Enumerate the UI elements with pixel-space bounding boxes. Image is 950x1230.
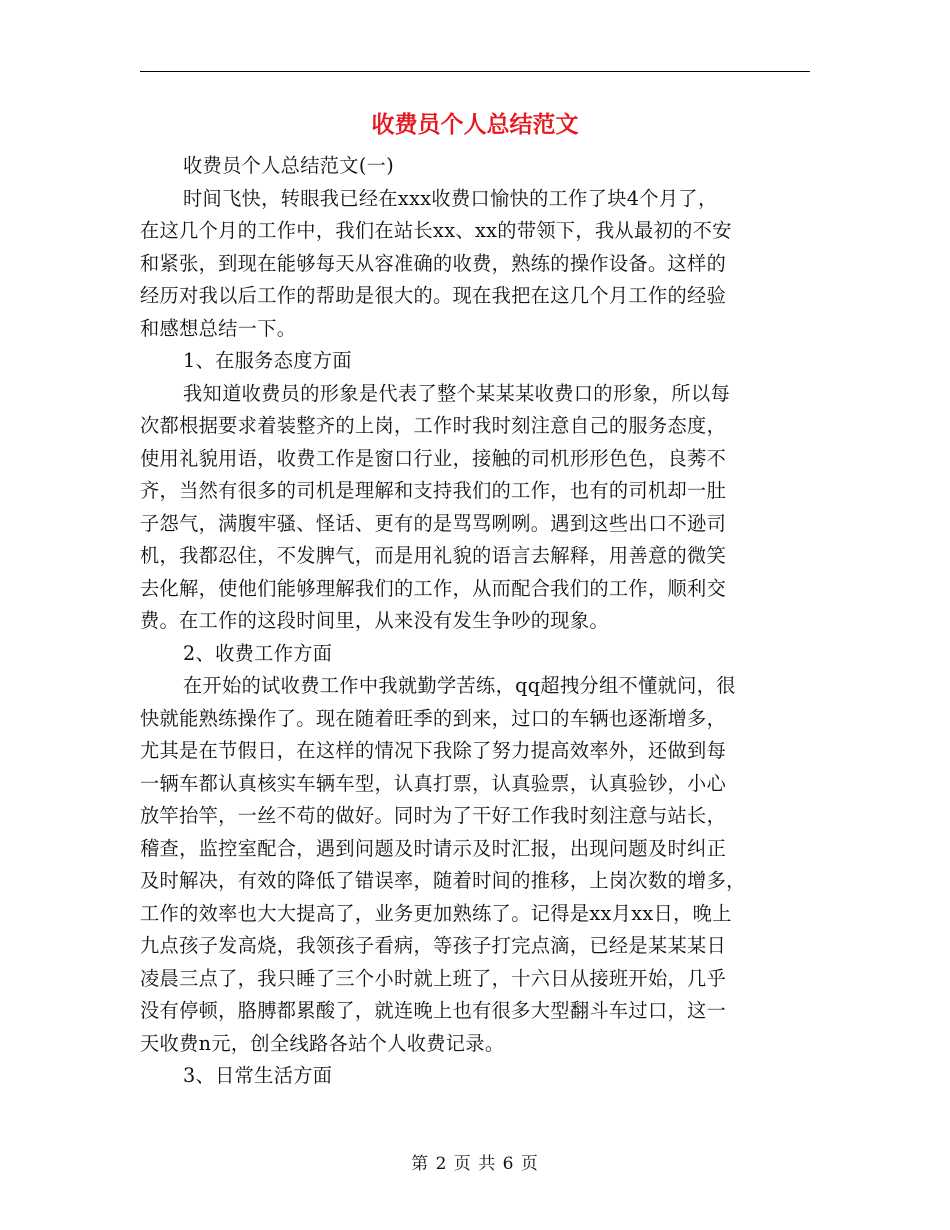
text-line: 机，我都忍住，不发脾气，而是用礼貌的语言去解释，用善意的微笑 <box>140 544 727 567</box>
text-line: 次都根据要求着装整齐的上岗，工作时我时刻注意自己的服务态度， <box>140 414 727 437</box>
text-line: 齐，当然有很多的司机是理解和支持我们的工作，也有的司机却一肚 <box>140 479 727 502</box>
text-line: 去化解，使他们能够理解我们的工作，从而配合我们的工作，顺利交 <box>140 576 727 600</box>
text-line: 一辆车都认真核实车辆车型，认真打票，认真验票，认真验钞，小心 <box>140 771 727 795</box>
document-title: 收费员个人总结范文 <box>371 111 579 138</box>
page-number: 第 2 页 共 6 页 <box>411 1154 539 1174</box>
text-line: 和感想总结一下。 <box>140 316 297 340</box>
text-line: 尤其是在节假日，在这样的情况下我除了努力提高效率外，还做到每 <box>140 739 727 762</box>
text-line: 时间飞快，转眼我已经在xxx收费口愉快的工作了块4个月了， <box>183 186 718 210</box>
document-body <box>140 150 812 1093</box>
text-line: 天收费n元，创全线路各站个人收费记录。 <box>140 1031 505 1055</box>
text-line: 和紧张，到现在能够每天从容准确的收费，熟练的操作设备。这样的 <box>140 251 727 275</box>
text-line: 没有停顿，胳膊都累酸了，就连晚上也有很多大型翻斗车过口，这一 <box>140 999 727 1022</box>
text-line: 在开始的试收费工作中我就勤学苦练，qq超拽分组不懂就问，很 <box>183 674 736 697</box>
text-line: 使用礼貌用语，收费工作是窗口行业，接触的司机形形色色，良莠不 <box>140 446 727 470</box>
text-line: 3、日常生活方面 <box>183 1064 333 1087</box>
text-line: 工作的效率也大大提高了，业务更加熟练了。记得是xx月xx日，晚上 <box>140 901 732 925</box>
text-line: 凌晨三点了，我只睡了三个小时就上班了，十六日从接班开始，几乎 <box>140 966 727 990</box>
text-line: 稽查，监控室配合，遇到问题及时请示及时汇报，出现问题及时纠正 <box>140 836 727 860</box>
text-line: 我知道收费员的形象是代表了整个某某某收费口的形象，所以每 <box>183 381 731 405</box>
text-line: 经历对我以后工作的帮助是很大的。现在我把在这几个月工作的经验 <box>140 284 727 307</box>
header-rule <box>140 71 810 72</box>
text-line: 放竿抬竿，一丝不苟的做好。同时为了干好工作我时刻注意与站长， <box>140 804 727 827</box>
text-line: 收费员个人总结范文(一) <box>183 154 395 177</box>
text-line: 在这几个月的工作中，我们在站长xx、xx的带领下，我从最初的不安 <box>140 219 732 242</box>
text-line: 及时解决，有效的降低了错误率，随着时间的推移，上岗次数的增多， <box>140 869 746 892</box>
text-line: 费。在工作的这段时间里，从来没有发生争吵的现象。 <box>140 609 609 632</box>
text-line: 子怨气，满腹牢骚、怪话、更有的是骂骂咧咧。遇到这些出口不逊司 <box>140 511 727 535</box>
text-line: 九点孩子发高烧，我领孩子看病，等孩子打完点滴，已经是某某某日 <box>140 934 727 957</box>
text-line: 2、收费工作方面 <box>183 641 333 665</box>
text-line: 1、在服务态度方面 <box>183 349 352 372</box>
text-line: 快就能熟练操作了。现在随着旺季的到来，过口的车辆也逐渐增多， <box>140 706 727 730</box>
